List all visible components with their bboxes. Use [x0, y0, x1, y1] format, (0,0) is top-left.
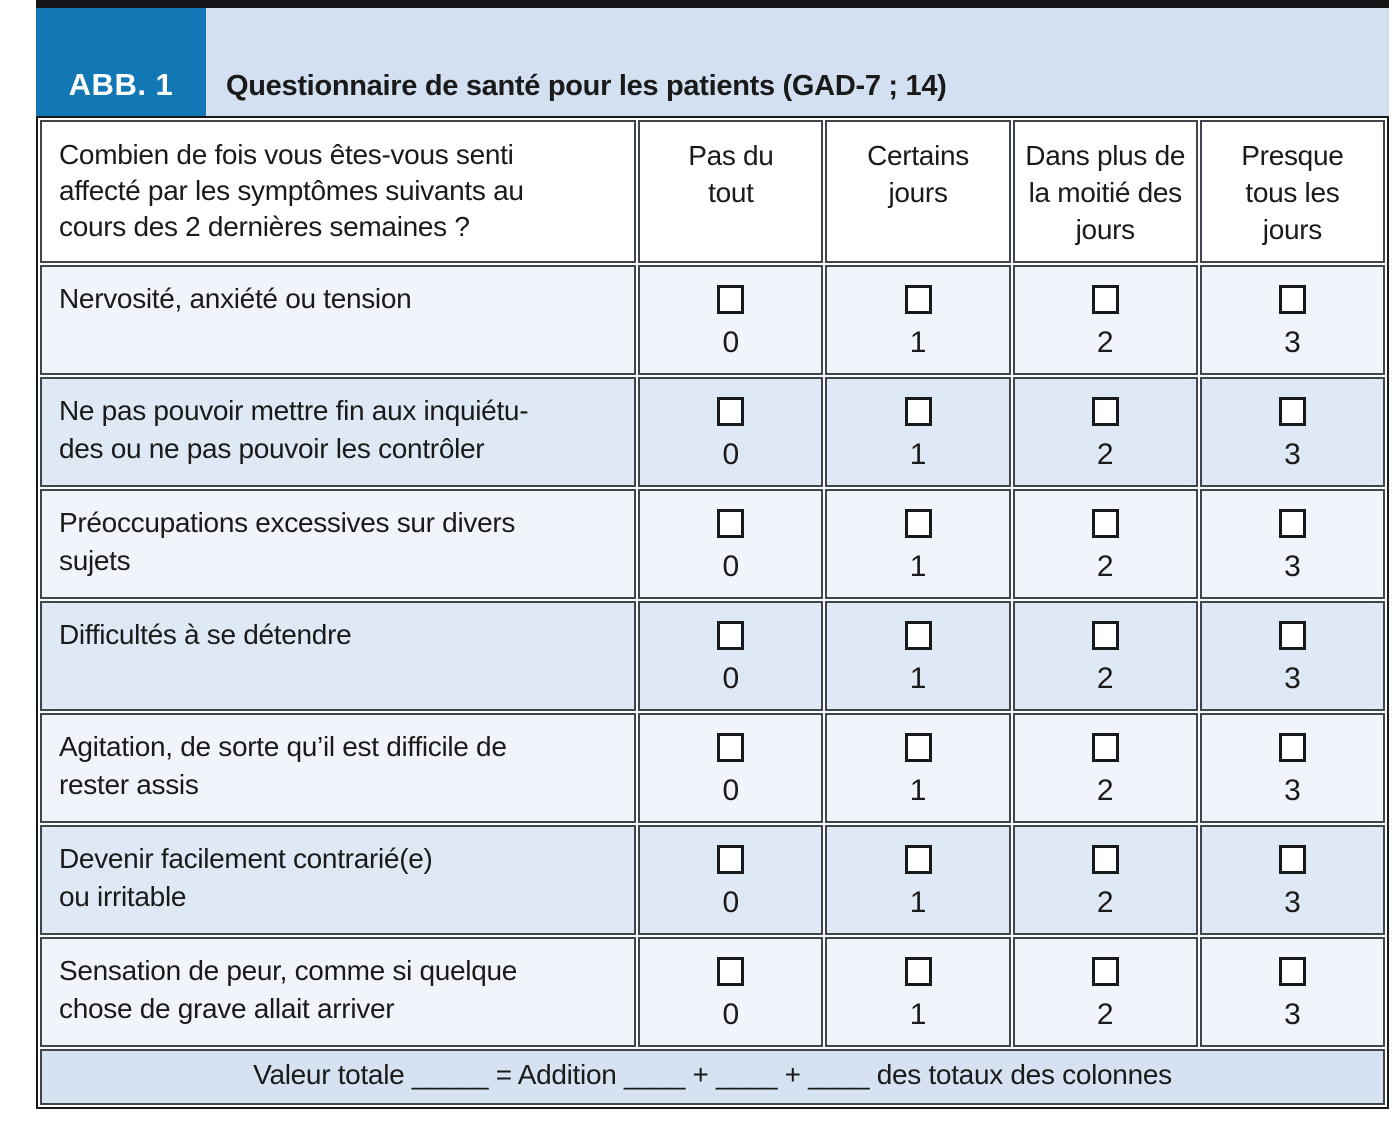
column-header-pas-du-tout: Pas du tout [638, 120, 823, 263]
figure-header [36, 8, 1389, 116]
answer-cell [1013, 489, 1198, 599]
answer-cell [638, 489, 823, 599]
answer-value: 2 [1096, 998, 1114, 1031]
answer-checkbox[interactable] [905, 397, 932, 426]
answer-value: 1 [909, 662, 927, 695]
question-label: Ne pas pouvoir mettre fin aux inquiétu- des ou ne pas pouvoir les contrôler [40, 377, 636, 487]
answer-checkbox[interactable] [717, 957, 744, 986]
answer-value: 0 [722, 662, 740, 695]
answer-value: 0 [722, 550, 740, 583]
answer-cell [825, 377, 1010, 487]
answer-cell [1013, 377, 1198, 487]
question-row-4 [40, 601, 1385, 711]
question-header: Combien de fois vous êtes-vous senti affecté par les symptômes suivants au cours des 2 dernières semaines ? [40, 120, 636, 263]
answer-checkbox[interactable] [1279, 509, 1306, 538]
answer-cell [1013, 713, 1198, 823]
answer-cell [638, 377, 823, 487]
answer-checkbox[interactable] [1092, 397, 1119, 426]
answer-value: 1 [909, 998, 927, 1031]
figure-label: ABB. 1 [36, 8, 206, 116]
answer-value: 3 [1284, 662, 1301, 695]
question-label: Nervosité, anxiété ou tension [40, 265, 636, 375]
question-label: Difficultés à se détendre [40, 601, 636, 711]
column-header-presque-tous-les-jours: Presque tous les jours [1200, 120, 1385, 263]
answer-checkbox[interactable] [717, 845, 744, 874]
answer-checkbox[interactable] [1092, 285, 1119, 314]
answer-value: 0 [722, 998, 740, 1031]
answer-value: 2 [1096, 326, 1114, 359]
answer-cell [1200, 713, 1385, 823]
question-row-7 [40, 937, 1385, 1047]
answer-cell [825, 601, 1010, 711]
question-row-1 [40, 265, 1385, 375]
answer-cell [1013, 937, 1198, 1047]
answer-value: 1 [909, 774, 927, 807]
answer-value: 2 [1096, 550, 1114, 583]
answer-value: 3 [1284, 998, 1301, 1031]
answer-cell [1013, 601, 1198, 711]
question-label: Préoccupations excessives sur divers sujets [40, 489, 636, 599]
answer-value: 2 [1096, 662, 1114, 695]
answer-value: 0 [722, 326, 740, 359]
question-row-5 [40, 713, 1385, 823]
answer-cell [1013, 265, 1198, 375]
answer-value: 0 [722, 438, 740, 471]
column-header-plus-de-la-moitie: Dans plus de la moitié des jours [1013, 120, 1198, 263]
column-header-certains-jours: Certains jours [825, 120, 1010, 263]
answer-value: 2 [1096, 438, 1114, 471]
answer-cell [825, 265, 1010, 375]
answer-cell [1200, 265, 1385, 375]
answer-checkbox[interactable] [1279, 733, 1306, 762]
answer-cell [1013, 825, 1198, 935]
answer-cell [638, 825, 823, 935]
total-row [40, 1049, 1385, 1105]
answer-checkbox[interactable] [1092, 845, 1119, 874]
answer-checkbox[interactable] [1279, 845, 1306, 874]
answer-value: 1 [909, 886, 927, 919]
question-row-3 [40, 489, 1385, 599]
answer-checkbox[interactable] [905, 509, 932, 538]
answer-cell [1200, 377, 1385, 487]
answer-checkbox[interactable] [1092, 733, 1119, 762]
question-row-6 [40, 825, 1385, 935]
answer-checkbox[interactable] [1279, 957, 1306, 986]
answer-cell [638, 601, 823, 711]
answer-cell [1200, 489, 1385, 599]
answer-cell [825, 489, 1010, 599]
header-row [40, 120, 1385, 263]
answer-checkbox[interactable] [905, 285, 932, 314]
answer-cell [825, 825, 1010, 935]
answer-cell [1200, 937, 1385, 1047]
answer-checkbox[interactable] [1092, 957, 1119, 986]
answer-cell [638, 937, 823, 1047]
answer-checkbox[interactable] [905, 621, 932, 650]
answer-checkbox[interactable] [1279, 397, 1306, 426]
figure-title: Questionnaire de santé pour les patients (GAD-7 ; 14) [226, 70, 947, 102]
gad7-table [36, 116, 1389, 1109]
answer-value: 3 [1284, 550, 1301, 583]
answer-value: 3 [1284, 438, 1301, 471]
top-rule [36, 0, 1389, 8]
total-formula: Valeur totale _____ = Addition ____ + ____ + ____ des totaux des colonnes [40, 1049, 1385, 1105]
question-label: Devenir facilement contrarié(e) ou irritable [40, 825, 636, 935]
question-row-2 [40, 377, 1385, 487]
answer-checkbox[interactable] [717, 621, 744, 650]
answer-checkbox[interactable] [905, 733, 932, 762]
answer-cell [825, 937, 1010, 1047]
answer-checkbox[interactable] [717, 285, 744, 314]
answer-cell [1200, 825, 1385, 935]
answer-value: 0 [722, 886, 740, 919]
answer-value: 2 [1096, 774, 1114, 807]
answer-value: 0 [722, 774, 740, 807]
answer-value: 1 [909, 438, 927, 471]
answer-checkbox[interactable] [1279, 285, 1306, 314]
answer-checkbox[interactable] [1092, 509, 1119, 538]
answer-checkbox[interactable] [717, 397, 744, 426]
answer-value: 3 [1284, 886, 1301, 919]
answer-value: 1 [909, 550, 927, 583]
answer-checkbox[interactable] [905, 845, 932, 874]
answer-value: 1 [909, 326, 927, 359]
answer-checkbox[interactable] [1279, 621, 1306, 650]
answer-cell [1200, 601, 1385, 711]
answer-value: 3 [1284, 774, 1301, 807]
answer-checkbox[interactable] [1092, 621, 1119, 650]
answer-checkbox[interactable] [905, 957, 932, 986]
answer-checkbox[interactable] [717, 733, 744, 762]
answer-value: 3 [1284, 326, 1301, 359]
answer-value: 2 [1096, 886, 1114, 919]
figure-container [36, 0, 1389, 1109]
answer-cell [638, 265, 823, 375]
answer-checkbox[interactable] [717, 509, 744, 538]
answer-cell [638, 713, 823, 823]
answer-cell [825, 713, 1010, 823]
question-label: Sensation de peur, comme si quelque chose de grave allait arriver [40, 937, 636, 1047]
question-label: Agitation, de sorte qu’il est difficile de rester assis [40, 713, 636, 823]
